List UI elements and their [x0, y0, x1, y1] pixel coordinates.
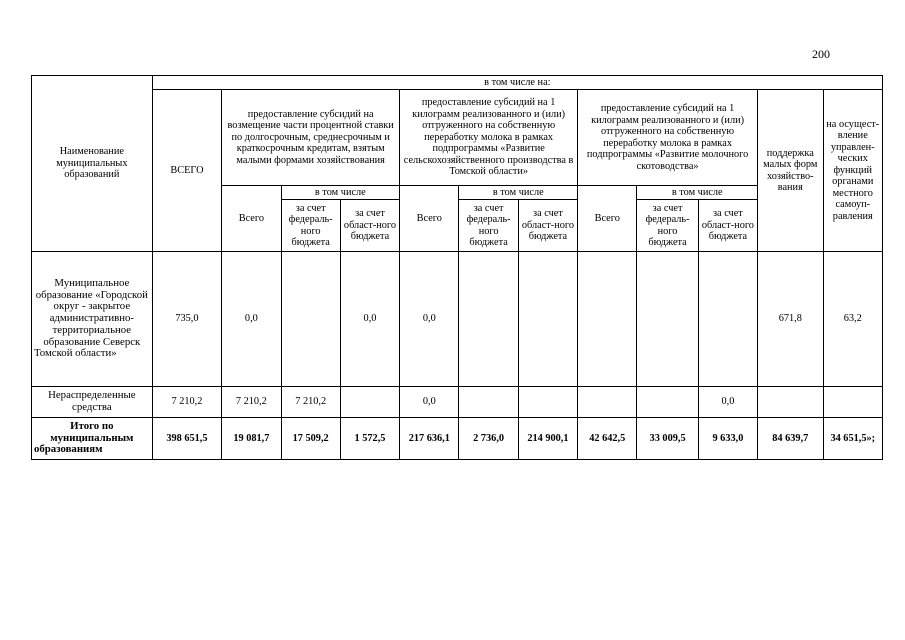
- cell-g3-regional: [698, 252, 757, 387]
- budget-table: [31, 75, 883, 460]
- header-g3-including: в том числе: [637, 186, 758, 200]
- header-g2-regional: за счет област-ного бюджета: [518, 200, 577, 252]
- row-name: Итого по муниципальным образованиям: [32, 418, 153, 460]
- header-g2-federal: за счет федераль-ного бюджета: [459, 200, 518, 252]
- cell-g3-federal: 33 009,5: [637, 418, 698, 460]
- header-g1-vsego: Всего: [222, 186, 281, 252]
- cell-g3-regional: 9 633,0: [698, 418, 757, 460]
- cell-g3-federal: [637, 387, 698, 418]
- row-name: Нераспределенные средства: [32, 387, 153, 418]
- cell-g1-vsego: 0,0: [222, 252, 281, 387]
- cell-support: 84 639,7: [758, 418, 823, 460]
- page-number: 200: [812, 47, 830, 61]
- cell-g2-regional: [518, 252, 577, 387]
- cell-g2-federal: 2 736,0: [459, 418, 518, 460]
- cell-g1-vsego: 19 081,7: [222, 418, 281, 460]
- header-g2-vsego: Всего: [400, 186, 459, 252]
- cell-g3-regional: 0,0: [698, 387, 757, 418]
- cell-total: 398 651,5: [152, 418, 222, 460]
- cell-g1-federal: 17 509,2: [281, 418, 340, 460]
- cell-support: 671,8: [758, 252, 823, 387]
- cell-g2-regional: [518, 387, 577, 418]
- header-functions-col: на осущест-вление управлен-ческих функций органами местного самоуп-равления: [823, 90, 882, 252]
- cell-g1-regional: 0,0: [340, 252, 399, 387]
- cell-functions: 34 651,5»;: [823, 418, 882, 460]
- cell-g1-vsego: 7 210,2: [222, 387, 281, 418]
- header-g3-federal: за счет федераль-ного бюджета: [637, 200, 698, 252]
- cell-g2-vsego: 217 636,1: [400, 418, 459, 460]
- header-group-2: предоставление субсидий на 1 килограмм реализованного и (или) отгруженного на собственную переработку молока в рамках подпрограммы «Развитие сельскохозяйственного производства в Томской области»: [400, 90, 578, 186]
- cell-g2-vsego: 0,0: [400, 387, 459, 418]
- cell-g1-federal: [281, 252, 340, 387]
- header-g2-including: в том числе: [459, 186, 578, 200]
- cell-g3-federal: [637, 252, 698, 387]
- cell-g3-vsego: [578, 387, 637, 418]
- cell-functions: 63,2: [823, 252, 882, 387]
- cell-g1-regional: 1 572,5: [340, 418, 399, 460]
- cell-support: [758, 387, 823, 418]
- cell-total: 735,0: [152, 252, 222, 387]
- header-g3-vsego: Всего: [578, 186, 637, 252]
- cell-g2-federal: [459, 387, 518, 418]
- header-g3-regional: за счет област-ного бюджета: [698, 200, 757, 252]
- header-row-2: [32, 90, 883, 186]
- header-group-1: предоставление субсидий на возмещение части процентной ставки по долгосрочным, среднесрочным и краткосрочным кредитам, взятым малыми формами хозяйствования: [222, 90, 400, 186]
- header-g1-federal: за счет федераль-ного бюджета: [281, 200, 340, 252]
- header-group-3: предоставление субсидий на 1 килограмм реализованного и (или) отгруженного на собственную переработку молока в рамках подпрограммы «Развитие молочного скотоводства»: [578, 90, 758, 186]
- cell-g3-vsego: 42 642,5: [578, 418, 637, 460]
- header-total-col: ВСЕГО: [152, 90, 222, 252]
- row-name: Муниципальное образование «Городской округ - закрытое административно-территориальное образование Северск Томской области»: [32, 252, 153, 387]
- cell-g1-regional: [340, 387, 399, 418]
- header-row-1: [32, 76, 883, 90]
- cell-g2-regional: 214 900,1: [518, 418, 577, 460]
- cell-g2-vsego: 0,0: [400, 252, 459, 387]
- cell-total: 7 210,2: [152, 387, 222, 418]
- cell-functions: [823, 387, 882, 418]
- header-name-col: Наименование муниципальных образований: [32, 76, 153, 252]
- table-row-seversk: [32, 252, 883, 387]
- cell-g3-vsego: [578, 252, 637, 387]
- table-row-undistributed: [32, 387, 883, 418]
- header-support-col: поддержка малых форм хозяйство-вания: [758, 90, 823, 252]
- table-row-total: [32, 418, 883, 460]
- cell-g1-federal: 7 210,2: [281, 387, 340, 418]
- cell-g2-federal: [459, 252, 518, 387]
- header-g1-including: в том числе: [281, 186, 400, 200]
- header-g1-regional: за счет област-ного бюджета: [340, 200, 399, 252]
- header-including: в том числе на:: [152, 76, 882, 90]
